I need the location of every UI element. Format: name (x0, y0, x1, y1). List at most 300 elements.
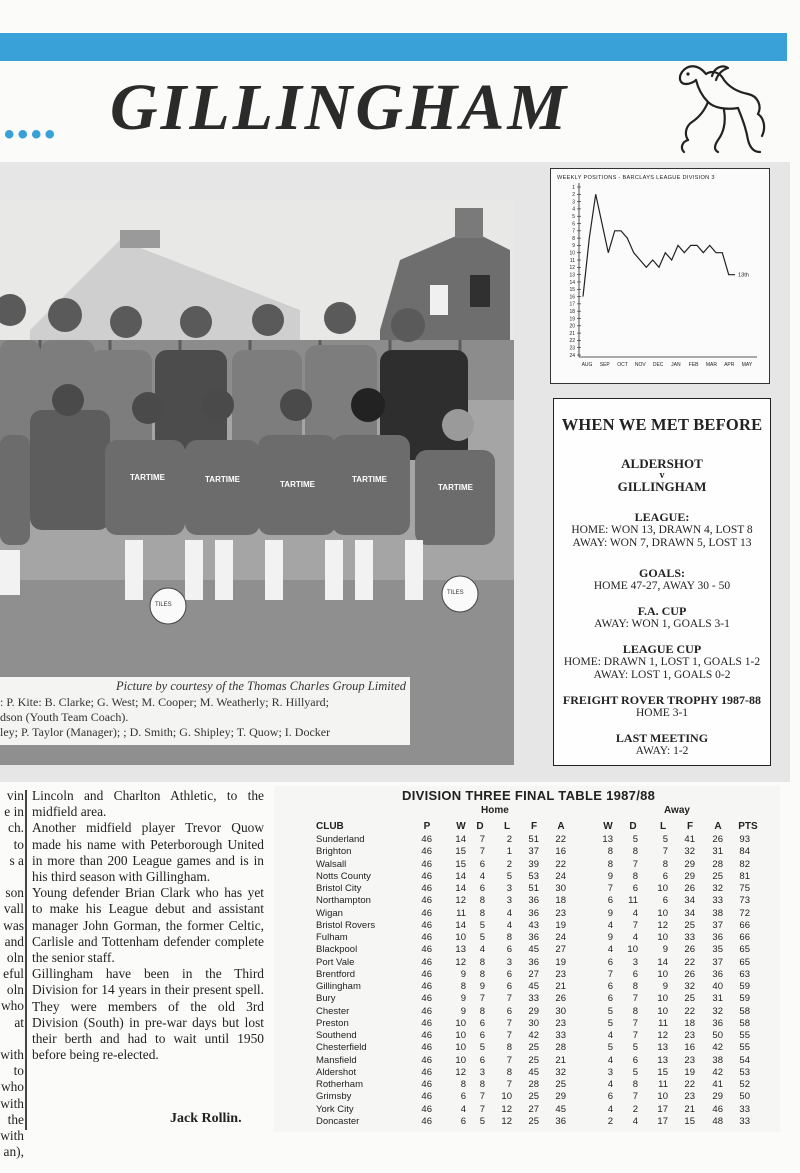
stat-cell: 4 (632, 907, 638, 919)
stat-cell: 9 (607, 907, 613, 919)
stat-cell: 14 (455, 883, 466, 894)
x-tick-label: AUG (581, 362, 593, 368)
stat-cell: 5 (607, 1017, 613, 1029)
left-fragment: to (13, 1063, 24, 1079)
stat-cell: 53 (739, 1066, 750, 1078)
stat-cell: 4 (460, 1103, 466, 1115)
stat-cell: 6 (479, 1017, 485, 1029)
stat-cell: 9 (479, 981, 485, 992)
column-rule (25, 790, 27, 1130)
section-heading: LEAGUE: (634, 510, 690, 524)
stat-cell: 37 (712, 956, 723, 968)
stat-cell: 46 (421, 907, 432, 919)
stat-cell: 46 (421, 1115, 432, 1127)
shirt-sponsor: TARTIME (352, 475, 387, 484)
table-row (274, 1018, 780, 1030)
left-fragment: s a (9, 852, 24, 868)
left-fragment: vin (6, 788, 24, 803)
x-tick-label: MAR (705, 362, 718, 368)
stat-cell: 46 (421, 870, 432, 882)
stat-cell: 14 (455, 834, 466, 845)
stat-cell: 46 (421, 1005, 432, 1017)
left-fragment: son (5, 885, 24, 901)
stat-cell: 9 (662, 944, 668, 956)
stat-cell: 12 (501, 1115, 512, 1127)
article-text (32, 788, 264, 1063)
stat-cell: 11 (628, 895, 638, 907)
stat-cell: 50 (712, 1030, 723, 1041)
stat-cell: 10 (455, 1054, 466, 1066)
left-fragment: ch. (8, 820, 24, 836)
stat-cell: 48 (712, 1115, 723, 1127)
stat-cell: 5 (607, 1005, 613, 1017)
stat-cell: 36 (528, 932, 539, 943)
stat-cell: 46 (421, 1030, 432, 1041)
club-name-cell: Chesterfield (316, 1042, 367, 1054)
stat-cell: 21 (555, 1054, 566, 1066)
stat-cell: 5 (632, 1042, 638, 1054)
stat-cell: 93 (739, 834, 750, 845)
stat-cell: 28 (712, 858, 723, 870)
stat-cell: 34 (684, 895, 695, 907)
stat-cell: 82 (739, 858, 750, 870)
x-tick-label: DEC (652, 362, 664, 368)
stat-cell: 41 (712, 1079, 723, 1090)
section-line: AWAY: WON 7, DRAWN 5, LOST 13 (572, 537, 752, 549)
stat-cell: 36 (712, 968, 723, 980)
table-row (274, 920, 780, 932)
stat-cell: 52 (739, 1079, 750, 1090)
stat-cell: 46 (421, 944, 432, 956)
stat-cell: 6 (607, 993, 613, 1005)
stat-cell: 14 (455, 919, 466, 931)
stat-cell: 27 (528, 1103, 539, 1115)
stat-cell: 6 (607, 956, 613, 968)
stat-cell: 4 (506, 907, 512, 919)
stat-cell: 37 (528, 846, 539, 858)
stat-cell: 21 (684, 1103, 695, 1115)
club-name-cell: Walsall (316, 858, 347, 870)
stat-cell: 28 (528, 1079, 539, 1090)
left-fragment: at (14, 1014, 24, 1030)
stat-cell: 7 (632, 1030, 638, 1041)
left-fragment: to (13, 836, 24, 852)
stat-cell: 26 (684, 944, 695, 956)
stat-cell: 8 (479, 1005, 485, 1017)
left-fragment: oln (6, 949, 24, 965)
stat-cell: 13 (657, 1042, 668, 1054)
stat-cell: 32 (684, 981, 695, 992)
stat-cell: 8 (479, 968, 485, 980)
stat-cell: 24 (555, 932, 566, 943)
x-tick-label: FEB (688, 362, 699, 368)
stat-cell: 46 (421, 883, 432, 894)
stat-cell: 23 (684, 1030, 695, 1041)
stat-cell: 8 (632, 846, 638, 858)
stat-cell: 7 (479, 1091, 485, 1103)
stat-cell: 7 (506, 1017, 512, 1029)
stat-cell: 10 (455, 1042, 466, 1054)
stat-cell: 46 (421, 919, 432, 931)
club-name-cell: Bristol Rovers (316, 919, 376, 931)
stat-cell: 59 (739, 981, 750, 992)
stat-cell: 3 (506, 956, 512, 968)
y-tick-label: 10 (569, 250, 575, 257)
stat-cell: 65 (739, 956, 750, 968)
stat-cell: 12 (501, 1103, 512, 1115)
stat-cell: 9 (607, 932, 613, 943)
stat-cell: 12 (455, 1066, 466, 1078)
x-tick-label: JAN (671, 362, 681, 368)
y-tick-label: 13 (569, 272, 575, 279)
stat-cell: 7 (632, 1091, 638, 1103)
stat-cell: 7 (632, 858, 638, 870)
stat-cell: 9 (662, 981, 668, 992)
chart-axes (579, 183, 757, 357)
stat-cell: 63 (739, 968, 750, 980)
stat-cell: 33 (739, 1115, 750, 1127)
stat-cell: 25 (712, 870, 723, 882)
column-header: W (603, 821, 613, 832)
table-row (274, 957, 780, 969)
club-name-cell: Gillingham (316, 981, 361, 992)
stat-cell: 18 (684, 1017, 695, 1029)
stat-cell: 23 (555, 1017, 566, 1029)
stat-cell: 23 (555, 907, 566, 919)
stat-cell: 6 (632, 883, 638, 894)
stat-cell: 8 (460, 981, 466, 992)
stat-cell: 29 (528, 1005, 539, 1017)
stat-cell: 15 (684, 1115, 695, 1127)
stat-cell: 7 (662, 846, 668, 858)
table-row (274, 1079, 780, 1091)
left-fragment: e in (4, 804, 24, 820)
left-fragment: the (7, 1111, 24, 1127)
stat-cell: 2 (506, 858, 512, 870)
y-tick-label: 7 (572, 228, 575, 235)
club-name-cell: Blackpool (316, 944, 358, 956)
column-header: F (686, 821, 694, 832)
y-tick-label: 12 (569, 265, 575, 272)
stat-cell: 6 (479, 1054, 485, 1066)
stat-cell: 7 (506, 993, 512, 1005)
stat-cell: 46 (421, 1066, 432, 1078)
section-line: HOME 47-27, AWAY 30 - 50 (593, 580, 731, 592)
stat-cell: 8 (460, 1079, 466, 1090)
stat-cell: 46 (421, 1054, 432, 1066)
y-tick-label: 1 (572, 184, 575, 191)
stat-cell: 6 (479, 883, 485, 894)
caption-line: : P. Kite: B. Clarke; G. West; M. Cooper; M. Weatherly; R. Hillyard; (0, 695, 329, 709)
stat-cell: 45 (528, 981, 539, 992)
stat-cell: 5 (632, 1066, 638, 1078)
stat-cell: 73 (739, 895, 750, 907)
stat-cell: 27 (555, 944, 566, 956)
stat-cell: 32 (555, 1066, 566, 1078)
y-tick-label: 23 (569, 345, 575, 352)
left-fragment: who (0, 998, 24, 1014)
stat-cell: 55 (739, 1042, 750, 1054)
table-row (274, 1104, 780, 1116)
stat-cell: 26 (684, 968, 695, 980)
club-name-cell: Mansfield (316, 1054, 357, 1066)
y-tick-label: 24 (569, 352, 575, 359)
kent-horse-icon (668, 58, 770, 158)
stat-cell: 36 (528, 907, 539, 919)
club-name-cell: Fulham (316, 932, 348, 943)
left-fragment: with (0, 1127, 24, 1143)
stat-cell: 7 (607, 883, 613, 894)
table-row (274, 895, 780, 907)
stat-cell: 2 (607, 1115, 613, 1127)
stat-cell: 40 (712, 981, 723, 992)
stat-cell: 39 (528, 858, 539, 870)
stat-cell: 19 (684, 1066, 695, 1078)
section-line: HOME 3-1 (635, 707, 689, 719)
stat-cell: 5 (479, 919, 485, 931)
stat-cell: 23 (555, 968, 566, 980)
club-name-cell: Sunderland (316, 834, 365, 845)
stat-cell: 29 (555, 1091, 566, 1103)
stat-cell: 7 (479, 993, 485, 1005)
stat-cell: 5 (662, 834, 668, 845)
stat-cell: 36 (528, 895, 539, 907)
versus-label: v (659, 470, 665, 481)
stat-cell: 46 (421, 993, 432, 1005)
chart-title: WEEKLY POSITIONS - BARCLAYS LEAGUE DIVISION 3 (557, 175, 715, 181)
article-paragraph: Lincoln and Charlton Athletic, to the midfield area. (32, 788, 264, 820)
stat-cell: 8 (632, 870, 638, 882)
stat-cell: 2 (506, 834, 512, 845)
stat-cell: 25 (528, 1042, 539, 1054)
stat-cell: 6 (506, 981, 512, 992)
stat-cell: 8 (479, 895, 485, 907)
stat-cell: 4 (607, 919, 613, 931)
stat-cell: 31 (712, 993, 723, 1005)
club-name-cell: Aldershot (316, 1066, 357, 1078)
stat-cell: 65 (739, 944, 750, 956)
x-tick-label: APR (724, 362, 735, 368)
stat-cell: 26 (684, 883, 695, 894)
left-fragment: vall (3, 901, 24, 917)
stat-cell: 21 (555, 981, 566, 992)
chart-end-label: 13th (738, 272, 749, 279)
stat-cell: 4 (607, 1054, 613, 1066)
stat-cell: 58 (739, 1017, 750, 1029)
stat-cell: 4 (479, 944, 485, 956)
table-row (274, 1091, 780, 1103)
stat-cell: 13 (602, 834, 613, 845)
section-heading: LEAGUE CUP (622, 642, 702, 656)
club-name-cell: Grimsby (316, 1091, 352, 1103)
y-tick-label: 19 (569, 316, 575, 323)
stat-cell: 4 (607, 1030, 613, 1041)
stat-cell: 6 (632, 968, 638, 980)
stat-cell: 29 (684, 870, 695, 882)
stat-cell: 6 (662, 870, 668, 882)
stat-cell: 22 (555, 834, 566, 845)
stat-cell: 10 (501, 1091, 512, 1103)
table-row (274, 871, 780, 883)
weekly-positions-chart (550, 168, 770, 384)
stat-cell: 46 (421, 1017, 432, 1029)
stat-cell: 7 (479, 846, 485, 858)
column-header: PTS (738, 821, 758, 832)
stat-cell: 66 (739, 932, 750, 943)
stat-cell: 19 (555, 956, 566, 968)
section-heading: LAST MEETING (615, 731, 709, 745)
stat-cell: 7 (632, 919, 638, 931)
stat-cell: 4 (632, 932, 638, 943)
stat-cell: 13 (657, 1054, 668, 1066)
stat-cell: 6 (479, 858, 485, 870)
stat-cell: 12 (455, 956, 466, 968)
column-header: L (659, 821, 667, 832)
stat-cell: 10 (455, 1017, 466, 1029)
stat-cell: 1 (506, 846, 512, 858)
table-row (274, 883, 780, 895)
table-row (274, 981, 780, 993)
stat-cell: 35 (712, 944, 723, 956)
stat-cell: 36 (528, 956, 539, 968)
left-fragment: who (0, 1079, 24, 1095)
table-row (274, 944, 780, 956)
stat-cell: 30 (528, 1017, 539, 1029)
section-heading: F.A. CUP (637, 604, 687, 618)
page-title: GILLINGHAM (110, 71, 570, 144)
stat-cell: 22 (684, 1079, 695, 1090)
y-tick-label: 6 (572, 221, 575, 228)
stat-cell: 10 (627, 944, 638, 956)
stat-cell: 84 (739, 846, 750, 858)
goals-record (554, 567, 770, 593)
stat-cell: 6 (506, 968, 512, 980)
left-fragment (0, 869, 24, 885)
left-fragment: with (0, 1095, 24, 1111)
stat-cell: 10 (455, 1030, 466, 1041)
stat-cell: 46 (421, 968, 432, 980)
away-team: GILLINGHAM (617, 479, 707, 494)
x-tick-label: OCT (617, 362, 628, 368)
stat-cell: 25 (684, 993, 695, 1005)
stat-cell: 32 (712, 1005, 723, 1017)
stat-cell: 22 (684, 956, 695, 968)
x-tick-label: NOV (634, 362, 646, 368)
stat-cell: 28 (555, 1042, 566, 1054)
stat-cell: 29 (712, 1091, 723, 1103)
stat-cell: 33 (739, 1103, 750, 1115)
stat-cell: 43 (528, 919, 539, 931)
club-name-cell: Notts County (316, 870, 371, 882)
club-name-cell: Chester (316, 1005, 350, 1017)
stat-cell: 72 (739, 907, 750, 919)
stat-cell: 30 (555, 1005, 566, 1017)
stat-cell: 46 (421, 858, 432, 870)
column-header: L (503, 821, 511, 832)
stat-cell: 25 (528, 1054, 539, 1066)
stat-cell: 5 (479, 932, 485, 943)
stat-cell: 25 (528, 1115, 539, 1127)
stat-cell: 45 (555, 1103, 566, 1115)
stat-cell: 6 (506, 944, 512, 956)
left-fragment: an), (3, 1144, 24, 1160)
y-tick-label: 21 (569, 330, 575, 337)
stat-cell: 32 (712, 883, 723, 894)
stat-cell: 36 (712, 1017, 723, 1029)
stat-cell: 12 (455, 895, 466, 907)
stat-cell: 3 (632, 956, 638, 968)
y-tick-label: 18 (569, 308, 575, 315)
stat-cell: 6 (607, 895, 613, 907)
stat-cell: 11 (658, 1017, 668, 1029)
y-tick-label: 3 (572, 199, 575, 206)
y-tick-label: 8 (572, 235, 575, 242)
shirt-sponsor: TARTIME (205, 475, 240, 484)
positions-chart-svg (551, 169, 769, 383)
stat-cell: 66 (739, 919, 750, 931)
section-heading: FREIGHT ROVER TROPHY 1987-88 (562, 693, 762, 707)
stat-cell: 42 (712, 1066, 723, 1078)
stat-cell: 7 (607, 968, 613, 980)
stat-cell: 46 (712, 1103, 723, 1115)
stat-cell: 22 (684, 1005, 695, 1017)
club-name-cell: Port Vale (316, 956, 355, 968)
stat-cell: 2 (632, 1103, 638, 1115)
stat-cell: 25 (555, 1079, 566, 1090)
stat-cell: 5 (479, 1042, 485, 1054)
stat-cell: 15 (455, 846, 466, 858)
stat-cell: 45 (528, 944, 539, 956)
stat-cell: 17 (657, 1103, 668, 1115)
stat-cell: 3 (479, 1066, 485, 1078)
y-tick-label: 16 (569, 294, 575, 301)
section-line: HOME: WON 13, DRAWN 4, LOST 8 (571, 524, 753, 536)
stat-cell: 18 (555, 895, 566, 907)
stat-cell: 19 (555, 919, 566, 931)
club-name-cell: Bristol City (316, 883, 362, 894)
stat-cell: 33 (555, 1030, 566, 1041)
home-columns-label: Home (481, 805, 509, 816)
stat-cell: 46 (421, 846, 432, 858)
stat-cell: 8 (479, 956, 485, 968)
column-header: W (456, 821, 466, 832)
column-header: D (476, 821, 484, 832)
stat-cell: 51 (528, 883, 539, 894)
stat-cell: 33 (712, 895, 723, 907)
section-line: AWAY: 1-2 (635, 745, 689, 757)
left-fragment: was (3, 917, 24, 933)
stat-cell: 9 (460, 993, 466, 1005)
y-tick-label: 2 (572, 192, 575, 199)
stat-cell: 75 (739, 883, 750, 894)
table-title: DIVISION THREE FINAL TABLE 1987/88 (402, 788, 656, 803)
stat-cell: 25 (528, 1091, 539, 1103)
stat-cell: 4 (607, 1103, 613, 1115)
stat-cell: 30 (555, 883, 566, 894)
stat-cell: 6 (479, 1030, 485, 1041)
caption-line: ley; P. Taylor (Manager); ; D. Smith; G. Shipley; T. Quow; I. Docker (0, 725, 331, 739)
left-fragment: eful (3, 966, 24, 982)
freight-rover-record (554, 694, 770, 720)
stat-cell: 6 (607, 1091, 613, 1103)
photo-credit: Picture by courtesy of the Thomas Charles Group Limited (115, 679, 406, 693)
club-name-cell: Brighton (316, 846, 352, 858)
stat-cell: 4 (479, 870, 485, 882)
stat-cell: 11 (456, 907, 466, 919)
stat-cell: 10 (657, 1005, 668, 1017)
stat-cell: 4 (506, 919, 512, 931)
stat-cell: 3 (506, 895, 512, 907)
